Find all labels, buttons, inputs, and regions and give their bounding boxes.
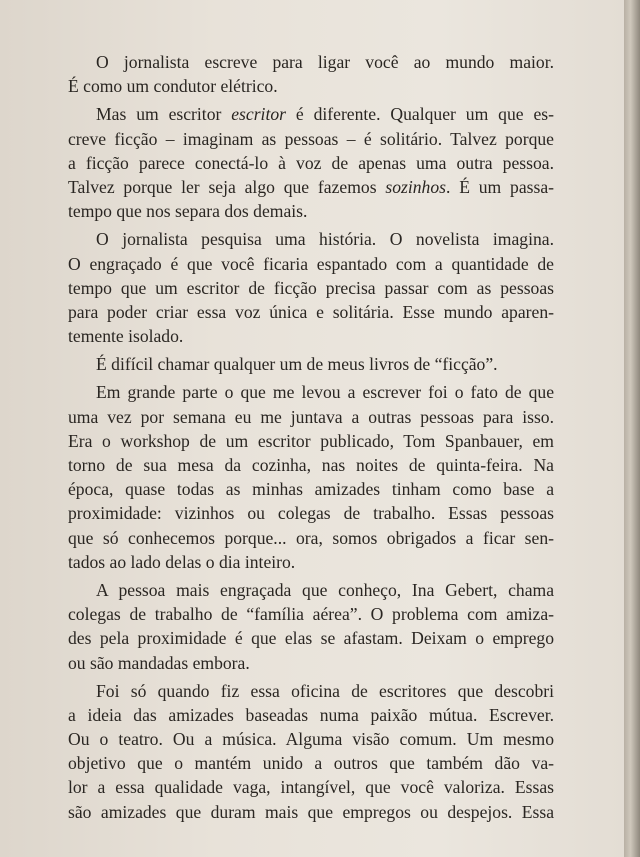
- text-line: des pela proximidade é que elas se afastam. Deixam o emprego: [68, 628, 554, 649]
- text-line: torno de sua mesa da cozinha, nas noites de quinta-feira. Na: [68, 455, 554, 475]
- text-line: temente isolado.: [68, 326, 184, 347]
- text-line: ou são mandadas embora.: [68, 652, 250, 673]
- text-line: tempo que nos separa dos demais.: [68, 201, 308, 222]
- italic-word: escritor: [231, 104, 286, 125]
- text-segment: é diferente. Qualquer um que es-: [285, 104, 554, 125]
- text-segment: Talvez porque ler seja algo que fazemos: [68, 176, 386, 197]
- text-line: colegas de trabalho de “família aérea”. O problema com amiza-: [68, 604, 554, 625]
- text-line: tempo que um escritor de ficção precisa passar com as pessoas: [68, 277, 554, 298]
- text-segment: . É um passa-: [445, 176, 554, 197]
- text-line: O engraçado é que você ficaria espantado com a quantidade de: [68, 253, 554, 274]
- page-edge: [624, 0, 640, 857]
- text-line: a ideia das amizades baseadas numa paixão mútua. Escrever.: [68, 704, 554, 725]
- text-line: época, quase todas as minhas amizades tinham como base a: [68, 479, 554, 500]
- text-line: são amizades que duram mais que empregos ou despejos. Essa: [68, 801, 554, 822]
- text-line: [68, 175, 554, 199]
- text-line: O jornalista pesquisa uma história. O novelista imagina.: [96, 229, 554, 250]
- text-line: É difícil chamar qualquer um de meus livros de “ficção”.: [96, 354, 498, 375]
- text-line: para poder criar essa voz única e solitária. Esse mundo aparen-: [68, 301, 554, 322]
- text-line: a ficção parece conectá-lo à voz de apenas uma outra pessoa.: [68, 152, 554, 173]
- text-line: Foi só quando fiz essa oficina de escritores que descobri: [96, 680, 554, 701]
- text-line: O jornalista escreve para ligar você ao mundo maior.: [96, 52, 554, 72]
- text-line: Em grande parte o que me levou a escrever foi o fato de que: [96, 382, 554, 403]
- text-line: creve ficção – imaginam as pessoas – é solitário. Talvez porque: [68, 128, 554, 149]
- text-line: proximidade: vizinhos ou colegas de trabalho. Essas pessoas: [68, 503, 554, 524]
- text-line: Ou o teatro. Ou a música. Alguma visão comum. Um mesmo: [68, 729, 554, 750]
- italic-word: sozinhos: [385, 176, 446, 197]
- text-line: lor a essa qualidade vaga, intangível, que você valoriza. Essas: [68, 777, 554, 798]
- text-segment: Mas um escritor: [96, 104, 232, 125]
- text-line: que só conhecemos porque... ora, somos obrigados a ficar sen-: [68, 527, 554, 548]
- text-line: objetivo que o mantém unido a outros que também dão va-: [68, 753, 554, 774]
- text-body: [68, 50, 554, 824]
- text-line: A pessoa mais engraçada que conheço, Ina Gebert, chama: [96, 579, 554, 600]
- text-line: [68, 102, 554, 126]
- text-line: tados ao lado delas o dia inteiro.: [68, 551, 296, 572]
- text-line: É como um condutor elétrico.: [68, 76, 278, 97]
- text-line: Era o workshop de um escritor publicado, Tom Spanbauer, em: [68, 430, 554, 451]
- text-line: uma vez por semana eu me juntava a outras pessoas para isso.: [68, 406, 554, 427]
